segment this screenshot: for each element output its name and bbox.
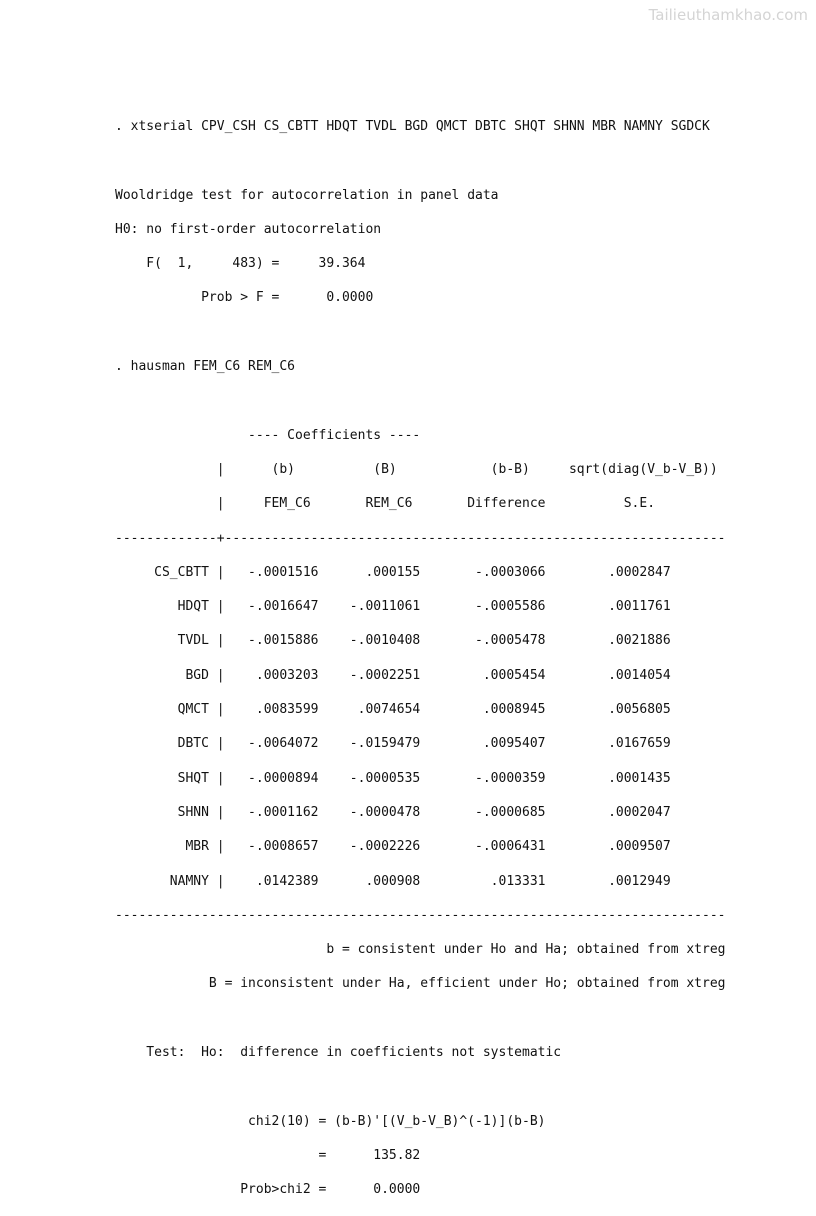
- table-row-namny: NAMNY | .0142389 .000908 .013331 .0012949: [115, 873, 671, 889]
- blank-line: [115, 324, 725, 341]
- wooldridge-title: Wooldridge test for autocorrelation in panel data: [115, 187, 499, 203]
- chi2-formula: chi2(10) = (b-B)'[(V_b-V_B)^(-1)](b-B): [115, 1113, 546, 1129]
- blank-line: [115, 1078, 725, 1095]
- blank-line: [115, 152, 725, 169]
- table-row-hdqt: HDQT | -.0016647 -.0011061 -.0005586 .0011761: [115, 599, 671, 615]
- table-row-shnn: SHNN | -.0001162 -.0000478 -.0000685 .0002047: [115, 804, 671, 820]
- table-header-row-2: | FEM_C6 REM_C6 Difference S.E.: [115, 496, 656, 512]
- table-row-shqt: SHQT | -.0000894 -.0000535 -.0000359 .0001435: [115, 770, 671, 786]
- table-row-qmct: QMCT | .0083599 .0074654 .0008945 .0056805: [115, 702, 671, 718]
- table-divider-top: -------------+----------------------------------------------------------------: [115, 530, 726, 546]
- table-divider-bottom: ------------------------------------------------------------------------------: [115, 907, 726, 923]
- chi2-value: = 135.82: [115, 1147, 421, 1163]
- note-B-inconsistent: B = inconsistent under Ha, efficient under Ho; obtained from xtreg: [115, 976, 726, 992]
- table-header-row-1: | (b) (B) (b-B) sqrt(diag(V_b-V_B)): [115, 461, 718, 477]
- stata-output: [115, 118, 725, 1216]
- table-row-tvdl: TVDL | -.0015886 -.0010408 -.0005478 .0021886: [115, 633, 671, 649]
- table-row-dbtc: DBTC | -.0064072 -.0159479 .0095407 .0167659: [115, 736, 671, 752]
- table-row-bgd: BGD | .0003203 -.0002251 .0005454 .0014054: [115, 667, 671, 683]
- watermark-text: Tailieuthamkhao.com: [648, 6, 808, 24]
- command-hausman: . hausman FEM_C6 REM_C6: [115, 359, 296, 375]
- prob-chi2: Prob>chi2 = 0.0000: [115, 1182, 421, 1198]
- blank-line: [115, 1010, 725, 1027]
- coefficients-heading: ---- Coefficients ----: [115, 427, 421, 443]
- note-b-consistent: b = consistent under Ho and Ha; obtained from xtreg: [115, 942, 726, 958]
- command-xtserial: . xtserial CPV_CSH CS_CBTT HDQT TVDL BGD QMCT DBTC SHQT SHNN MBR NAMNY SGDCK: [115, 119, 710, 134]
- table-row-cs-cbtt: CS_CBTT | -.0001516 .000155 -.0003066 .0002847: [115, 564, 671, 580]
- wooldridge-f-stat: F( 1, 483) = 39.364: [115, 256, 366, 272]
- table-row-mbr: MBR | -.0008657 -.0002226 -.0006431 .0009507: [115, 839, 671, 855]
- wooldridge-prob: Prob > F = 0.0000: [115, 290, 374, 306]
- blank-line: [115, 392, 725, 409]
- wooldridge-h0: H0: no first-order autocorrelation: [115, 221, 382, 237]
- test-hypothesis: Test: Ho: difference in coefficients not systematic: [115, 1045, 562, 1061]
